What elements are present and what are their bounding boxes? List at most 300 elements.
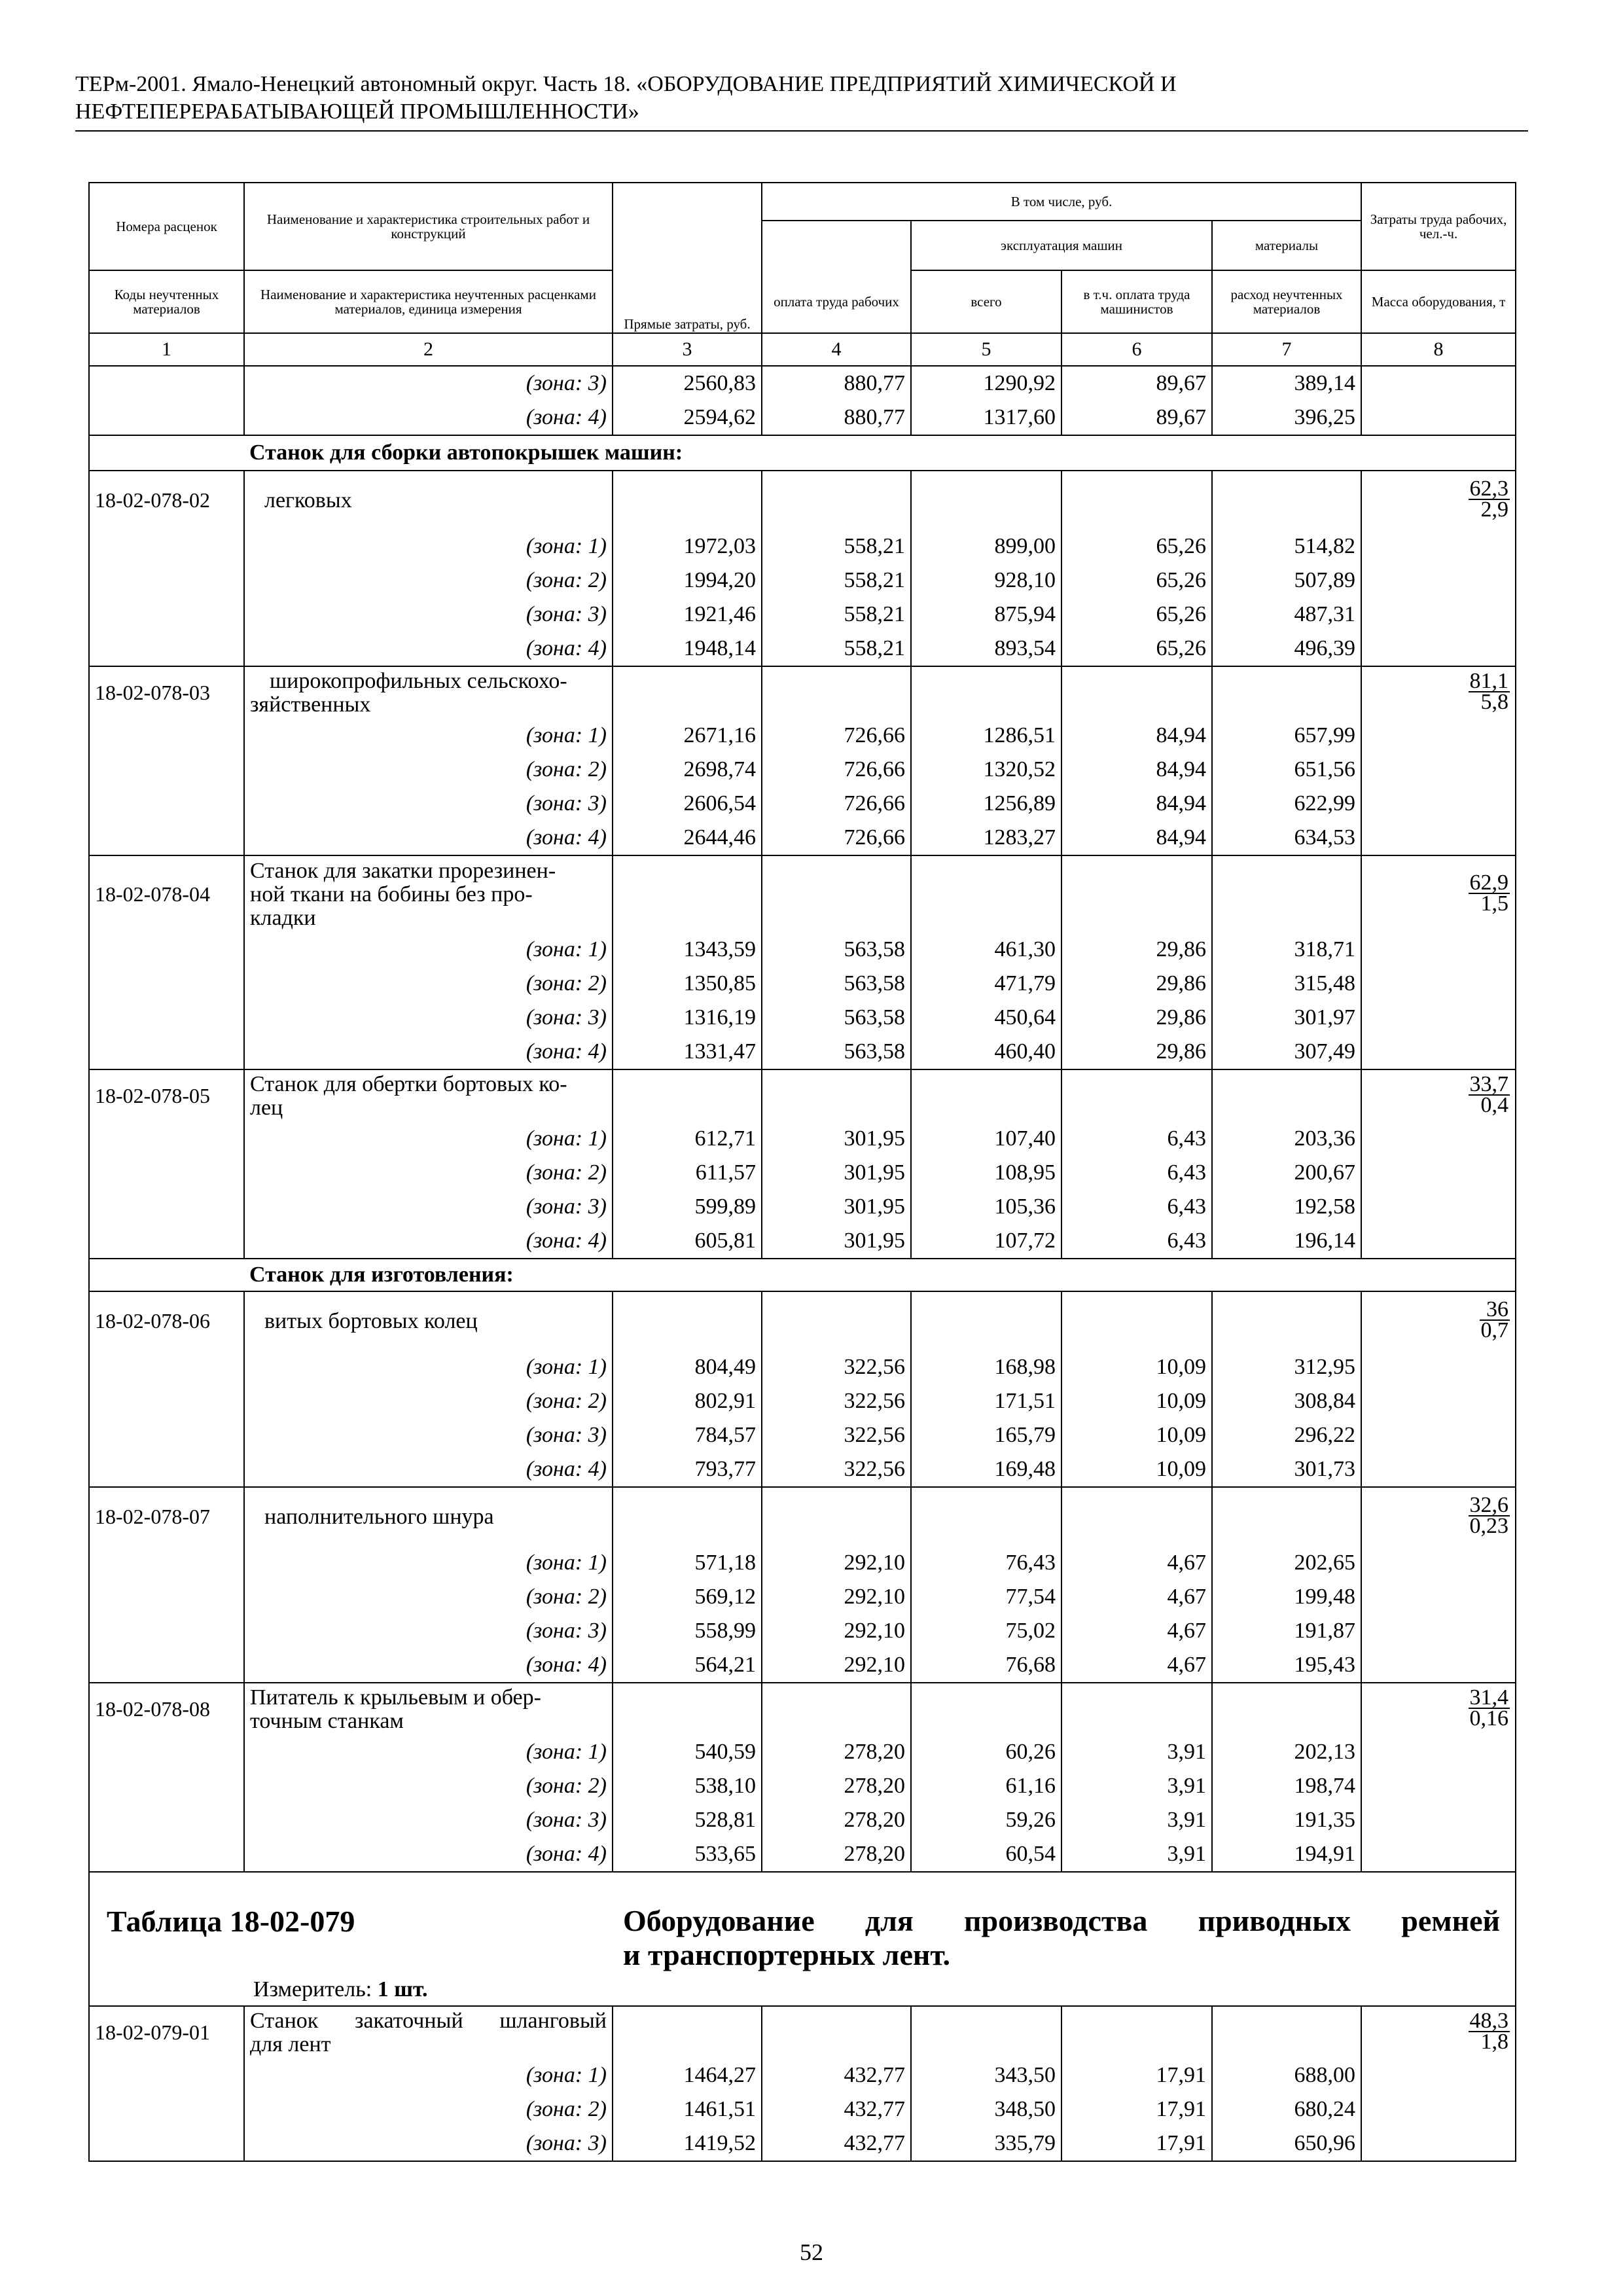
- zone-label: (зона: 3): [244, 1803, 613, 1837]
- labor-mass-fraction: [1469, 1071, 1510, 1117]
- table-row: [89, 1546, 1516, 1580]
- operator-pay: 3,91: [1061, 1769, 1212, 1803]
- operator-pay: 10,09: [1061, 1452, 1212, 1487]
- worker-pay: 558,21: [762, 529, 911, 564]
- zone-label: (зона: 4): [244, 1035, 613, 1069]
- entry-row: [89, 1291, 1516, 1350]
- worker-pay: 726,66: [762, 719, 911, 753]
- machines-total: 461,30: [911, 933, 1061, 967]
- section-title: Станок для сборки автопокрышек машин:: [244, 435, 1516, 471]
- operator-pay: 6,43: [1061, 1122, 1212, 1156]
- machines-total: 60,26: [911, 1735, 1061, 1769]
- direct-cost: 605,81: [613, 1224, 762, 1259]
- operator-pay: 10,09: [1061, 1384, 1212, 1418]
- direct-cost: 2606,54: [613, 787, 762, 821]
- entry-name-line: Станок закаточный шланговый: [250, 2008, 607, 2033]
- machines-total: 61,16: [911, 1769, 1061, 1803]
- entry-row: [89, 1683, 1516, 1735]
- materials: 195,43: [1212, 1648, 1361, 1683]
- entry-name: наполнительного шнура: [244, 1487, 613, 1546]
- direct-cost: 1343,59: [613, 933, 762, 967]
- zone-label: (зона: 1): [244, 1350, 613, 1384]
- zone-label: (зона: 2): [244, 1384, 613, 1418]
- entry-name: [244, 1069, 613, 1122]
- worker-pay: 301,95: [762, 1190, 911, 1224]
- table-row: [89, 2092, 1516, 2126]
- labor-value: 32,6: [1469, 1492, 1509, 1517]
- entry-row: [89, 1487, 1516, 1546]
- entry-row: [89, 855, 1516, 933]
- operator-pay: 65,26: [1061, 632, 1212, 666]
- rate-code: 18-02-078-08: [89, 1683, 244, 1735]
- worker-pay: 278,20: [762, 1735, 911, 1769]
- labor-mass-fraction: [1469, 1492, 1510, 1538]
- machines-total: 60,54: [911, 1837, 1061, 1872]
- entry-name: легковых: [244, 471, 613, 529]
- materials: 307,49: [1212, 1035, 1361, 1069]
- zone-label: (зона: 3): [244, 787, 613, 821]
- table-row: [89, 933, 1516, 967]
- rate-code: 18-02-078-04: [89, 855, 244, 933]
- direct-cost: 784,57: [613, 1418, 762, 1452]
- materials: 315,48: [1212, 967, 1361, 1001]
- materials: 657,99: [1212, 719, 1361, 753]
- rate-code: 18-02-079-01: [89, 2006, 244, 2058]
- materials: 191,87: [1212, 1614, 1361, 1648]
- labor-value: 62,9: [1469, 870, 1509, 895]
- worker-pay: 278,20: [762, 1803, 911, 1837]
- table-description-line: Оборудование для производства приводных ремней: [623, 1904, 1500, 1937]
- table-row: [89, 1156, 1516, 1190]
- machines-total: 165,79: [911, 1418, 1061, 1452]
- materials: 634,53: [1212, 821, 1361, 855]
- mass-value: 0,16: [1469, 1706, 1509, 1731]
- materials: 507,89: [1212, 564, 1361, 598]
- entry-name-line: Питатель к крыльевым и обер-: [250, 1685, 541, 1710]
- table-row: [89, 1418, 1516, 1452]
- operator-pay: 17,91: [1061, 2092, 1212, 2126]
- operator-pay: 4,67: [1061, 1546, 1212, 1580]
- machines-total: 169,48: [911, 1452, 1061, 1487]
- entry-name: [244, 2006, 613, 2058]
- col-header-mass: Масса оборудования, т: [1361, 270, 1516, 333]
- labor-value: 62,3: [1469, 476, 1509, 501]
- materials: 202,13: [1212, 1735, 1361, 1769]
- materials: 191,35: [1212, 1803, 1361, 1837]
- materials: 200,67: [1212, 1156, 1361, 1190]
- operator-pay: 10,09: [1061, 1418, 1212, 1452]
- col-header-materials: материалы: [1212, 221, 1361, 270]
- materials: 396,25: [1212, 401, 1361, 435]
- table-row: [89, 564, 1516, 598]
- direct-cost: 540,59: [613, 1735, 762, 1769]
- table-description: [623, 1904, 1500, 1972]
- direct-cost: 2560,83: [613, 366, 762, 401]
- materials: 199,48: [1212, 1580, 1361, 1614]
- table-row: [89, 598, 1516, 632]
- worker-pay: 563,58: [762, 1035, 911, 1069]
- col-header-codes: Номера расценок: [89, 183, 244, 270]
- zone-label: (зона: 4): [244, 821, 613, 855]
- direct-cost: 571,18: [613, 1546, 762, 1580]
- mass-value: 1,5: [1480, 891, 1509, 916]
- header-rule: [75, 130, 1528, 132]
- entry-row: [89, 666, 1516, 719]
- direct-cost: 2594,62: [613, 401, 762, 435]
- table-number: Таблица 18-02-079: [107, 1905, 355, 1938]
- operator-pay: 29,86: [1061, 1035, 1212, 1069]
- worker-pay: 292,10: [762, 1648, 911, 1683]
- header-line-1: ТЕРм-2001. Ямало-Ненецкий автономный округ. Часть 18. «ОБОРУДОВАНИЕ ПРЕДПРИЯТИЙ ХИМИЧЕСКОЙ И: [75, 72, 1177, 96]
- machines-total: 108,95: [911, 1156, 1061, 1190]
- machines-total: 171,51: [911, 1384, 1061, 1418]
- worker-pay: 301,95: [762, 1156, 911, 1190]
- worker-pay: 278,20: [762, 1769, 911, 1803]
- table-row: [89, 1001, 1516, 1035]
- machines-total: 76,68: [911, 1648, 1061, 1683]
- labor-mass-fraction: [1469, 668, 1510, 714]
- labor-mass-fraction: [1469, 1685, 1510, 1731]
- machines-total: 76,43: [911, 1546, 1061, 1580]
- machines-total: 450,64: [911, 1001, 1061, 1035]
- col-header-name: Наименование и характеристика строительных работ и конструкций: [244, 183, 613, 270]
- direct-cost: 612,71: [613, 1122, 762, 1156]
- machines-total: 1286,51: [911, 719, 1061, 753]
- page-number: 52: [800, 2239, 823, 2265]
- col-index: 5: [911, 333, 1061, 366]
- col-header-material-names: Наименование и характеристика неучтенных расценками материалов, единица измерения: [244, 270, 613, 333]
- operator-pay: 3,91: [1061, 1735, 1212, 1769]
- operator-pay: 10,09: [1061, 1350, 1212, 1384]
- operator-pay: 6,43: [1061, 1190, 1212, 1224]
- direct-cost: 528,81: [613, 1803, 762, 1837]
- machines-total: 107,40: [911, 1122, 1061, 1156]
- table-row: [89, 1648, 1516, 1683]
- direct-cost: 538,10: [613, 1769, 762, 1803]
- labor-value: 36: [1480, 1300, 1510, 1321]
- table-row: [89, 1350, 1516, 1384]
- direct-cost: 793,77: [613, 1452, 762, 1487]
- zone-label: (зона: 1): [244, 933, 613, 967]
- header-line-2: НЕФТЕПЕРЕРАБАТЫВАЮЩЕЙ ПРОМЫШЛЕННОСТИ»: [75, 99, 639, 124]
- col-header-worker-pay: оплата труда рабочих: [762, 270, 911, 333]
- mass-value: 0,23: [1469, 1513, 1509, 1538]
- operator-pay: 4,67: [1061, 1648, 1212, 1683]
- table-row: [89, 529, 1516, 564]
- machines-total: 899,00: [911, 529, 1061, 564]
- worker-pay: 558,21: [762, 598, 911, 632]
- operator-pay: 84,94: [1061, 821, 1212, 855]
- materials: 194,91: [1212, 1837, 1361, 1872]
- mass-value: 0,7: [1480, 1318, 1509, 1342]
- mass-value: 5,8: [1480, 689, 1509, 714]
- zone-label: (зона: 4): [244, 1452, 613, 1487]
- materials: 312,95: [1212, 1350, 1361, 1384]
- direct-cost: 564,21: [613, 1648, 762, 1683]
- zone-label: (зона: 2): [244, 564, 613, 598]
- worker-pay: 292,10: [762, 1614, 911, 1648]
- table-heading-block: [89, 1872, 1516, 2006]
- zone-label: (зона: 3): [244, 1001, 613, 1035]
- direct-cost: 802,91: [613, 1384, 762, 1418]
- zone-label: (зона: 1): [244, 1735, 613, 1769]
- entry-name-line: лец: [250, 1095, 283, 1120]
- worker-pay: 432,77: [762, 2126, 911, 2161]
- zone-label: (зона: 3): [244, 1614, 613, 1648]
- mass-value: 2,9: [1480, 497, 1509, 522]
- unit-of-measure: [253, 1977, 428, 2002]
- unit-value: 1 шт.: [377, 1977, 428, 2001]
- machines-total: 875,94: [911, 598, 1061, 632]
- entry-name: [244, 855, 613, 933]
- machines-total: 1290,92: [911, 366, 1061, 401]
- col-header-machines: эксплуатация машин: [911, 221, 1212, 270]
- zone-label: (зона: 4): [244, 1648, 613, 1683]
- zone-label: (зона: 1): [244, 2058, 613, 2092]
- worker-pay: 301,95: [762, 1224, 911, 1259]
- machines-total: 1283,27: [911, 821, 1061, 855]
- document-header: [75, 71, 1528, 126]
- zone-label: (зона: 1): [244, 719, 613, 753]
- operator-pay: 65,26: [1061, 598, 1212, 632]
- machines-total: 893,54: [911, 632, 1061, 666]
- entry-name: [244, 1683, 613, 1735]
- labor-value: 33,7: [1469, 1071, 1509, 1096]
- col-index: 7: [1212, 333, 1361, 366]
- table-row: [89, 1035, 1516, 1069]
- machines-total: 928,10: [911, 564, 1061, 598]
- table-row: [89, 787, 1516, 821]
- zone-label: (зона: 2): [244, 1769, 613, 1803]
- machines-total: 168,98: [911, 1350, 1061, 1384]
- col-header-material-codes: Коды неучтенных материалов: [89, 270, 244, 333]
- machines-total: 1317,60: [911, 401, 1061, 435]
- operator-pay: 3,91: [1061, 1803, 1212, 1837]
- entry-row: [89, 2006, 1516, 2058]
- zone-label: (зона: 4): [244, 1837, 613, 1872]
- materials: 487,31: [1212, 598, 1361, 632]
- zone-label: (зона: 3): [244, 598, 613, 632]
- entry-name-line: кладки: [250, 905, 316, 930]
- rate-code: 18-02-078-06: [89, 1291, 244, 1350]
- materials: 389,14: [1212, 366, 1361, 401]
- table-row: [89, 401, 1516, 435]
- worker-pay: 563,58: [762, 1001, 911, 1035]
- labor-value: 31,4: [1469, 1685, 1509, 1710]
- entry-row: [89, 471, 1516, 529]
- machines-total: 107,72: [911, 1224, 1061, 1259]
- zone-label: (зона: 2): [244, 1580, 613, 1614]
- operator-pay: 65,26: [1061, 529, 1212, 564]
- zone-label: (зона: 3): [244, 2126, 613, 2161]
- machines-total: 343,50: [911, 2058, 1061, 2092]
- mass-value: 1,8: [1480, 2029, 1509, 2054]
- direct-cost: 2644,46: [613, 821, 762, 855]
- zone-label: (зона: 2): [244, 1156, 613, 1190]
- table-row: [89, 1735, 1516, 1769]
- machines-total: 1256,89: [911, 787, 1061, 821]
- worker-pay: 322,56: [762, 1452, 911, 1487]
- table-row: [89, 1614, 1516, 1648]
- worker-pay: 726,66: [762, 821, 911, 855]
- worker-pay: 292,10: [762, 1546, 911, 1580]
- entry-name-line: Станок для обертки бортовых ко-: [250, 1071, 567, 1096]
- machines-total: 460,40: [911, 1035, 1061, 1069]
- machines-total: 335,79: [911, 2126, 1061, 2161]
- table-row: [89, 1122, 1516, 1156]
- labor-mass-fraction: [1469, 476, 1510, 522]
- col-header-direct-costs: Прямые затраты, руб.: [613, 183, 762, 333]
- table-row: [89, 1190, 1516, 1224]
- worker-pay: 880,77: [762, 401, 911, 435]
- worker-pay: 558,21: [762, 564, 911, 598]
- table-row: [89, 2058, 1516, 2092]
- table-row: [89, 1837, 1516, 1872]
- materials: 650,96: [1212, 2126, 1361, 2161]
- entry-name-line: широкопрофильных сельскохо-: [270, 668, 567, 693]
- machines-total: 77,54: [911, 1580, 1061, 1614]
- table-row: [89, 1224, 1516, 1259]
- col-index: 4: [762, 333, 911, 366]
- entry-name-line: для лент: [250, 2032, 331, 2056]
- direct-cost: 558,99: [613, 1614, 762, 1648]
- zone-label: (зона: 1): [244, 1122, 613, 1156]
- worker-pay: 558,21: [762, 632, 911, 666]
- zone-label: (зона: 4): [244, 632, 613, 666]
- direct-cost: 804,49: [613, 1350, 762, 1384]
- materials: 196,14: [1212, 1224, 1361, 1259]
- col-header-machines-total: всего: [911, 270, 1061, 333]
- worker-pay: 278,20: [762, 1837, 911, 1872]
- zone-label: (зона: 1): [244, 529, 613, 564]
- worker-pay: 322,56: [762, 1350, 911, 1384]
- direct-cost: 533,65: [613, 1837, 762, 1872]
- zone-label: (зона: 2): [244, 2092, 613, 2126]
- labor-mass-fraction: [1469, 2008, 1510, 2054]
- table-row: [89, 1384, 1516, 1418]
- direct-cost: 1316,19: [613, 1001, 762, 1035]
- mass-value: 0,4: [1480, 1092, 1509, 1117]
- machines-total: 1320,52: [911, 753, 1061, 787]
- worker-pay: 880,77: [762, 366, 911, 401]
- table-row: [89, 1580, 1516, 1614]
- zone-label: (зона: 1): [244, 1546, 613, 1580]
- table-row: [89, 1803, 1516, 1837]
- materials: 192,58: [1212, 1190, 1361, 1224]
- machines-total: 75,02: [911, 1614, 1061, 1648]
- operator-pay: 17,91: [1061, 2126, 1212, 2161]
- table-row: [89, 1452, 1516, 1487]
- worker-pay: 563,58: [762, 933, 911, 967]
- col-header-including: В том числе, руб.: [762, 183, 1361, 221]
- operator-pay: 65,26: [1061, 564, 1212, 598]
- table-row: [89, 967, 1516, 1001]
- materials: 301,73: [1212, 1452, 1361, 1487]
- zone-label: (зона: 4): [244, 401, 613, 435]
- rate-code: 18-02-078-02: [89, 471, 244, 529]
- rate-code: 18-02-078-03: [89, 666, 244, 719]
- table-row: [89, 719, 1516, 753]
- section-title: Станок для изготовления:: [244, 1259, 1516, 1291]
- direct-cost: 1994,20: [613, 564, 762, 598]
- entry-name-line: Станок для закатки прорезинен-: [250, 858, 556, 883]
- worker-pay: 432,77: [762, 2058, 911, 2092]
- entry-name: [244, 666, 613, 719]
- machines-total: 348,50: [911, 2092, 1061, 2126]
- materials: 203,36: [1212, 1122, 1361, 1156]
- table-description-line: и транспортерных лент.: [623, 1938, 951, 1971]
- materials: 318,71: [1212, 933, 1361, 967]
- direct-cost: 599,89: [613, 1190, 762, 1224]
- table-row: [89, 1769, 1516, 1803]
- zone-label: (зона: 3): [244, 1418, 613, 1452]
- operator-pay: 89,67: [1061, 366, 1212, 401]
- direct-cost: 1419,52: [613, 2126, 762, 2161]
- operator-pay: 4,67: [1061, 1580, 1212, 1614]
- direct-cost: 1972,03: [613, 529, 762, 564]
- operator-pay: 29,86: [1061, 967, 1212, 1001]
- direct-cost: 569,12: [613, 1580, 762, 1614]
- worker-pay: 432,77: [762, 2092, 911, 2126]
- materials: 198,74: [1212, 1769, 1361, 1803]
- direct-cost: 2671,16: [613, 719, 762, 753]
- direct-cost: 1331,47: [613, 1035, 762, 1069]
- zone-label: (зона: 2): [244, 967, 613, 1001]
- zone-label: (зона: 3): [244, 366, 613, 401]
- unit-label: Измеритель:: [253, 1977, 372, 2001]
- operator-pay: 29,86: [1061, 933, 1212, 967]
- operator-pay: 4,67: [1061, 1614, 1212, 1648]
- rate-code: 18-02-078-07: [89, 1487, 244, 1546]
- rates-table: [88, 182, 1516, 2162]
- operator-pay: 6,43: [1061, 1156, 1212, 1190]
- direct-cost: 1921,46: [613, 598, 762, 632]
- worker-pay: 563,58: [762, 967, 911, 1001]
- worker-pay: 301,95: [762, 1122, 911, 1156]
- direct-cost: 1350,85: [613, 967, 762, 1001]
- operator-pay: 84,94: [1061, 719, 1212, 753]
- labor-value: 48,3: [1469, 2008, 1509, 2033]
- operator-pay: 89,67: [1061, 401, 1212, 435]
- table-row: [89, 753, 1516, 787]
- table-row: [89, 632, 1516, 666]
- col-index: 1: [89, 333, 244, 366]
- direct-cost: 2698,74: [613, 753, 762, 787]
- machines-total: 471,79: [911, 967, 1061, 1001]
- labor-value: 81,1: [1469, 668, 1509, 693]
- operator-pay: 29,86: [1061, 1001, 1212, 1035]
- entry-name-line: точным станкам: [250, 1708, 404, 1733]
- machines-total: 59,26: [911, 1803, 1061, 1837]
- rate-code: 18-02-078-05: [89, 1069, 244, 1122]
- labor-mass-fraction: [1469, 870, 1510, 916]
- labor-mass-fraction: [1480, 1297, 1510, 1342]
- table-row: [89, 366, 1516, 401]
- col-header-labor: Затраты труда рабочих, чел.-ч.: [1361, 183, 1516, 270]
- operator-pay: 3,91: [1061, 1837, 1212, 1872]
- worker-pay: 292,10: [762, 1580, 911, 1614]
- direct-cost: 1461,51: [613, 2092, 762, 2126]
- entry-name: витых бортовых колец: [244, 1291, 613, 1350]
- machines-total: 105,36: [911, 1190, 1061, 1224]
- col-header-material-consumption: расход неучтенных материалов: [1212, 270, 1361, 333]
- zone-label: (зона: 2): [244, 753, 613, 787]
- col-index: 2: [244, 333, 613, 366]
- worker-pay: 726,66: [762, 753, 911, 787]
- col-header-operator-pay: в т.ч. оплата труда машинистов: [1061, 270, 1212, 333]
- operator-pay: 17,91: [1061, 2058, 1212, 2092]
- direct-cost: 1464,27: [613, 2058, 762, 2092]
